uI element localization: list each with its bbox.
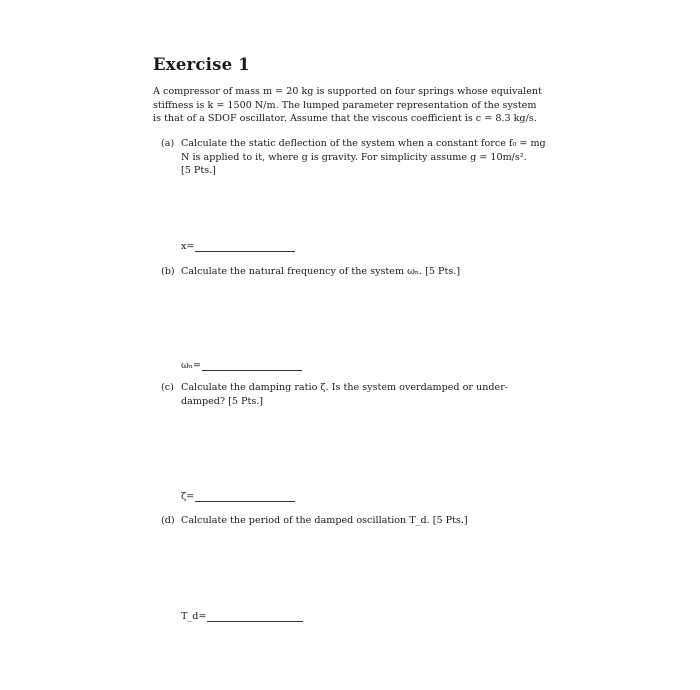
part-a-line: N is applied to it, where g is gravity. For simplicity assume g = 10m/s². xyxy=(181,151,527,163)
part-d xyxy=(161,514,556,528)
answer-a-blank[interactable] xyxy=(195,242,295,252)
part-b-label: (b) xyxy=(161,266,175,277)
part-b-line: Calculate the natural frequency of the system ωₙ. [5 Pts.] xyxy=(181,266,461,277)
intro-line: stiffness is k = 1500 N/m. The lumped parameter representation of the system xyxy=(153,99,537,111)
part-a-line: Calculate the static deflection of the system when a constant force f₀ = mg xyxy=(181,138,546,149)
answer-d xyxy=(181,611,303,622)
part-c-line: damped? [5 Pts.] xyxy=(181,395,264,407)
answer-c-blank[interactable] xyxy=(195,492,295,502)
part-b xyxy=(161,265,556,279)
part-c-line: Calculate the damping ratio ζ. Is the system overdamped or under- xyxy=(181,382,509,393)
part-d-label: (d) xyxy=(161,515,175,526)
intro-line: is that of a SDOF oscillator. Assume that the viscous coefficient is c = 8.3 kg/s. xyxy=(153,113,537,124)
part-c xyxy=(161,381,556,408)
problem-statement xyxy=(153,85,553,126)
part-c-label: (c) xyxy=(161,382,174,393)
answer-c xyxy=(181,491,295,502)
intro-line: A compressor of mass m = 20 kg is supported on four springs whose equivalent xyxy=(153,86,542,97)
answer-a-label: x= xyxy=(181,241,195,252)
part-a xyxy=(161,137,556,178)
part-a-label: (a) xyxy=(161,138,175,149)
answer-d-label: T_d= xyxy=(181,611,207,622)
answer-d-blank[interactable] xyxy=(207,612,303,622)
answer-a xyxy=(181,241,295,252)
part-d-line: Calculate the period of the damped oscillation T_d. [5 Pts.] xyxy=(181,515,468,526)
exercise-heading: Exercise 1 xyxy=(153,55,250,74)
answer-b-label: ωₙ= xyxy=(181,360,202,371)
answer-c-label: ζ= xyxy=(181,491,195,502)
answer-b-blank[interactable] xyxy=(202,361,302,371)
answer-b xyxy=(181,360,302,371)
part-a-line: [5 Pts.] xyxy=(181,165,216,176)
